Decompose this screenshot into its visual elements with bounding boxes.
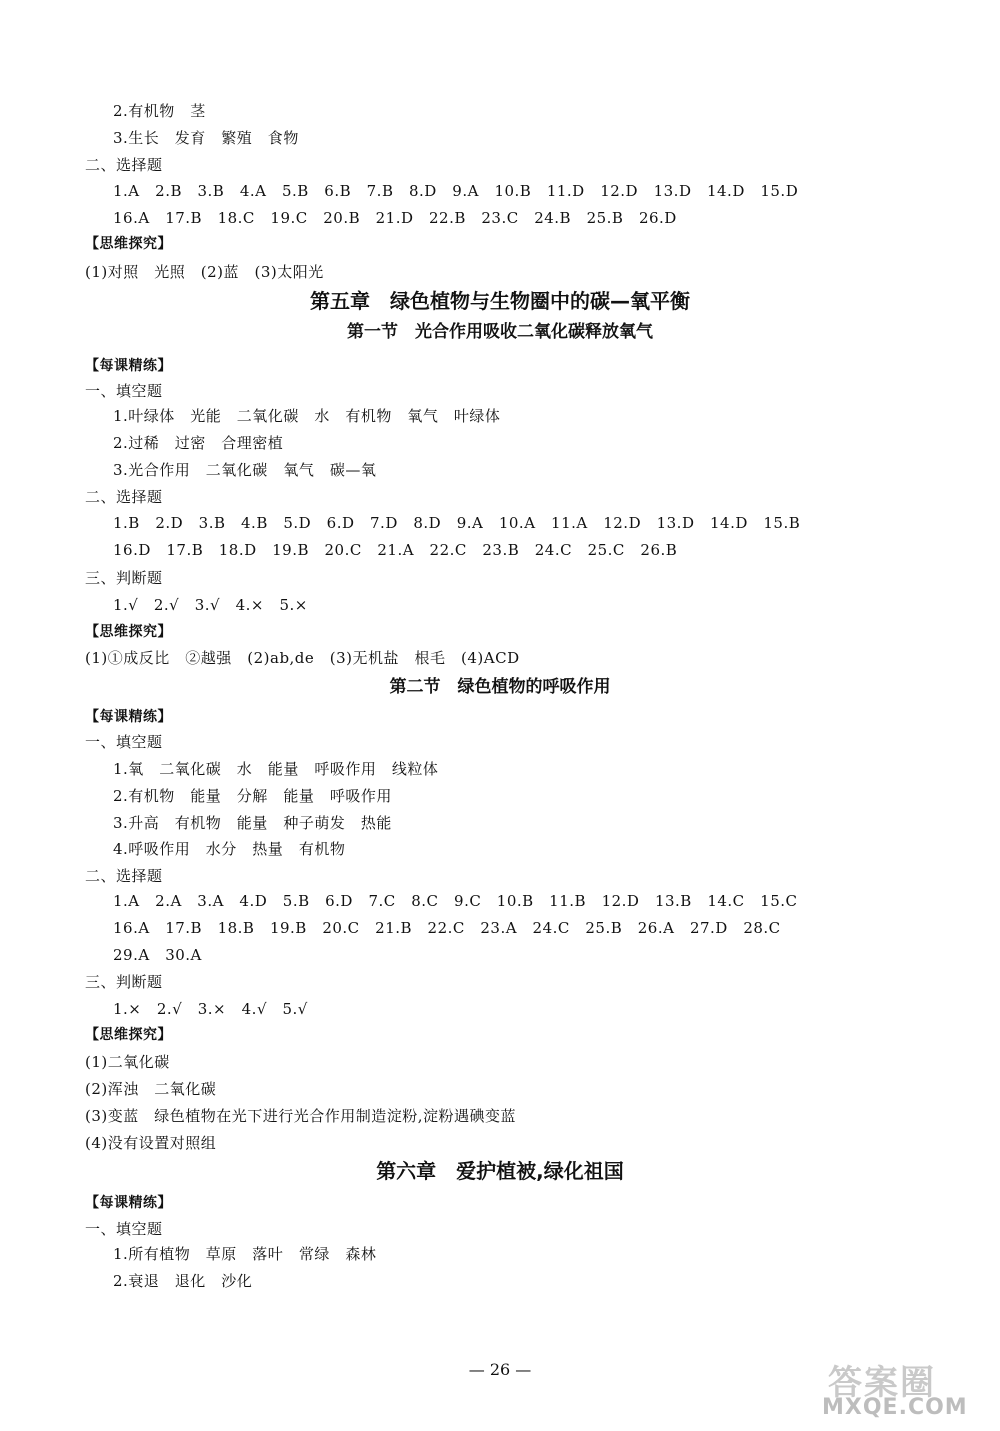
- answer-line: 1.A 2.A 3.A 4.D 5.B 6.D 7.C 8.C 9.C 10.B 11.B 12.D 13.B 14.C 15.C: [113, 892, 798, 910]
- watermark-text: 答案圈: [828, 1363, 936, 1403]
- text-line: (3)变蓝 绿色植物在光下进行光合作用制造淀粉,淀粉遇碘变蓝: [85, 1107, 517, 1125]
- text-line: 2.过稀 过密 合理密植: [113, 434, 284, 452]
- section-label: 二、选择题: [85, 156, 163, 174]
- watermark-logo: [822, 1355, 994, 1421]
- text-line: (4)没有设置对照组: [85, 1134, 217, 1152]
- text-line: 3.光合作用 二氧化碳 氧气 碳—氧: [113, 461, 377, 479]
- text-line: 1.所有植物 草原 落叶 常绿 森林: [113, 1245, 377, 1263]
- section-heading: 第一节 光合作用吸收二氧化碳释放氧气: [347, 322, 653, 342]
- section-label: 一、填空题: [85, 382, 163, 400]
- section-label: 一、填空题: [85, 733, 163, 751]
- answer-line: 1.A 2.B 3.B 4.A 5.B 6.B 7.B 8.D 9.A 10.B 11.D 12.D 13.D 14.D 15.D: [113, 182, 799, 200]
- tag-label: 【每课精练】: [85, 358, 172, 374]
- watermark-url: MXQE.COM: [822, 1395, 968, 1420]
- tag-label: 【思维探究】: [85, 1027, 172, 1043]
- answer-line: 1.√ 2.√ 3.√ 4.× 5.×: [113, 596, 308, 614]
- tag-label: 【每课精练】: [85, 1195, 172, 1211]
- text-line: 1.氧 二氧化碳 水 能量 呼吸作用 线粒体: [113, 760, 439, 778]
- tag-label: 【每课精练】: [85, 709, 172, 725]
- text-line: (1)①成反比 ②越强 (2)ab,de (3)无机盐 根毛 (4)ACD: [85, 649, 520, 667]
- section-label: 一、填空题: [85, 1220, 163, 1238]
- tag-label: 【思维探究】: [85, 624, 172, 640]
- answer-line: 16.D 17.B 18.D 19.B 20.C 21.A 22.C 23.B 24.C 25.C 26.B: [113, 541, 678, 559]
- section-label: 三、判断题: [85, 973, 163, 991]
- text-line: 2.有机物 能量 分解 能量 呼吸作用: [113, 787, 392, 805]
- section-label: 二、选择题: [85, 488, 163, 506]
- chapter-heading: 第六章 爱护植被,绿化祖国: [376, 1159, 624, 1183]
- answer-line: 16.A 17.B 18.C 19.C 20.B 21.D 22.B 23.C 24.B 25.B 26.D: [113, 209, 677, 227]
- answer-line: 16.A 17.B 18.B 19.B 20.C 21.B 22.C 23.A 24.C 25.B 26.A 27.D 28.C: [113, 919, 781, 937]
- text-line: (1)二氧化碳: [85, 1053, 170, 1071]
- text-line: (1)对照 光照 (2)蓝 (3)太阳光: [85, 263, 324, 281]
- section-label: 二、选择题: [85, 867, 163, 885]
- page-number: — 26 —: [468, 1360, 532, 1379]
- answer-line: 29.A 30.A: [113, 946, 202, 964]
- chapter-heading: 第五章 绿色植物与生物圈中的碳—氧平衡: [310, 289, 690, 313]
- answer-line: 1.B 2.D 3.B 4.B 5.D 6.D 7.D 8.D 9.A 10.A 11.A 12.D 13.D 14.D 15.B: [113, 514, 801, 532]
- text-line: 3.生长 发育 繁殖 食物: [113, 129, 299, 147]
- text-line: 3.升高 有机物 能量 种子萌发 热能: [113, 814, 392, 832]
- answer-line: 1.× 2.√ 3.× 4.√ 5.√: [113, 1000, 308, 1018]
- section-label: 三、判断题: [85, 569, 163, 587]
- text-line: 2.衰退 退化 沙化: [113, 1272, 253, 1290]
- text-line: 1.叶绿体 光能 二氧化碳 水 有机物 氧气 叶绿体: [113, 407, 501, 425]
- text-line: 4.呼吸作用 水分 热量 有机物: [113, 840, 346, 858]
- section-heading: 第二节 绿色植物的呼吸作用: [389, 677, 611, 697]
- tag-label: 【思维探究】: [85, 236, 172, 252]
- text-line: 2.有机物 茎: [113, 102, 206, 120]
- text-line: (2)浑浊 二氧化碳: [85, 1080, 217, 1098]
